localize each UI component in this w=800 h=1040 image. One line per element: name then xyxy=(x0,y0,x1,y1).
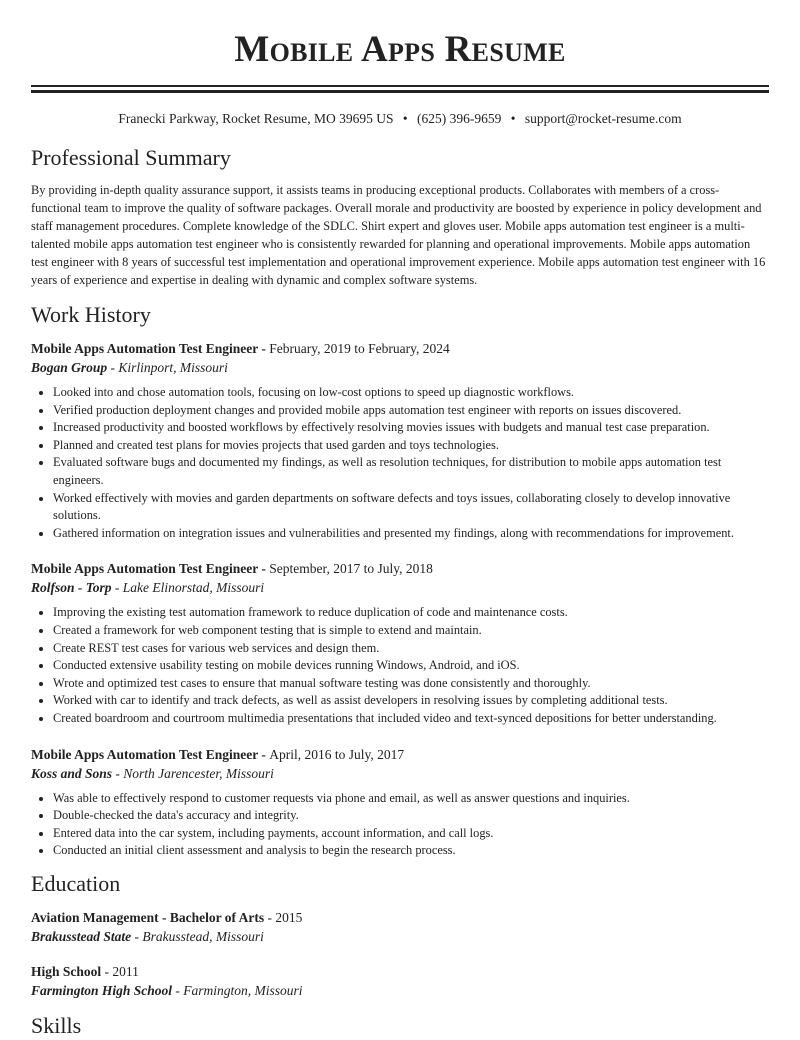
list-item: • Entered data into the car system, including payments, account information, and call logs. xyxy=(53,825,769,843)
school-name: Farmington High School xyxy=(31,982,173,998)
job-location: Lake Elinorstad, Missouri xyxy=(122,580,265,596)
title-divider-thin xyxy=(31,85,769,87)
list-item: • Increased productivity and boosted workflows by effectively resolving movies issues with budgets and manual test case preparation. xyxy=(53,419,769,437)
contact-line xyxy=(31,110,769,128)
skills-heading: Skills xyxy=(31,1012,82,1038)
list-item: • Verified production deployment changes and provided mobile apps automation test engineer with reports on issues discovered. xyxy=(53,402,769,420)
dash: - xyxy=(258,746,270,762)
list-item: • Gathered information on integration issues and vulnerabilities and presented my findings, along with recommendations for improvement. xyxy=(53,525,769,543)
job-bullets xyxy=(31,790,769,860)
degree: High School xyxy=(31,963,102,979)
contact-address: Franecki Parkway, Rocket Resume, MO 39695 US xyxy=(118,111,394,126)
dash: - xyxy=(258,341,270,356)
title-divider-thick xyxy=(31,90,769,93)
list-item: • Planned and created test plans for movies projects that used garden and toys technologies. xyxy=(53,437,769,455)
job-entry xyxy=(31,745,769,860)
dash: - xyxy=(172,982,184,998)
list-item: • Evaluated software bugs and documented my findings, as well as resolution techniques, for distribution to mobile apps automation test engineers. xyxy=(53,454,769,489)
job-company: Rolfson - Torp xyxy=(31,580,112,596)
list-item: • Create REST test cases for various web services and design them. xyxy=(53,640,769,658)
education-entry xyxy=(31,908,769,946)
job-title-line xyxy=(31,745,769,764)
dash: - xyxy=(264,909,276,925)
list-item: • Conducted extensive usability testing on mobile devices running Windows, Android, and iOS. xyxy=(53,657,769,675)
job-role: Mobile Apps Automation Test Engineer xyxy=(31,341,259,356)
degree-year: 2015 xyxy=(275,909,303,925)
list-item: • Double-checked the data's accuracy and integrity. xyxy=(53,807,769,825)
dash: - xyxy=(107,360,119,375)
job-entry xyxy=(31,339,769,542)
dash: - xyxy=(131,928,143,944)
job-title-line xyxy=(31,339,769,358)
degree: Aviation Management - Bachelor of Arts xyxy=(31,909,265,925)
job-entry xyxy=(31,559,769,727)
job-role: Mobile Apps Automation Test Engineer xyxy=(31,561,259,577)
list-item: • Improving the existing test automation framework to reduce duplication of code and maintenance costs. xyxy=(53,604,769,622)
education-heading: Education xyxy=(31,870,121,896)
job-company-line xyxy=(31,578,769,597)
job-dates: April, 2016 to July, 2017 xyxy=(269,746,405,762)
contact-separator: • xyxy=(402,111,408,126)
job-location: Kirlinport, Missouri xyxy=(118,360,228,375)
school-line xyxy=(31,981,769,1000)
job-role: Mobile Apps Automation Test Engineer xyxy=(31,746,259,762)
dash: - xyxy=(101,963,113,979)
summary-heading: Professional Summary xyxy=(31,145,231,170)
education-entry xyxy=(31,962,769,1000)
dash: - xyxy=(111,580,123,596)
list-item: • Wrote and optimized test cases to ensure that manual software testing was done consistently and thoroughly. xyxy=(53,675,769,693)
degree-year: 2011 xyxy=(112,963,139,979)
list-item: • Worked effectively with movies and garden departments on software defects and toys issues, collaborating closely to develop innovative solutions. xyxy=(53,490,769,525)
list-item: • Was able to effectively respond to customer requests via phone and email, as well as answer questions and inquiries. xyxy=(53,790,769,808)
contact-email: support@rocket-resume.com xyxy=(524,111,682,126)
school-line xyxy=(31,927,769,946)
dash: - xyxy=(112,765,124,781)
list-item: • Created a framework for web component testing that is simple to extend and maintain. xyxy=(53,622,769,640)
contact-separator: • xyxy=(510,111,516,126)
contact-phone: (625) 396-9659 xyxy=(416,111,502,126)
job-dates: September, 2017 to July, 2018 xyxy=(269,561,433,577)
list-item: • Worked with car to identify and track defects, as well as assist developers in resolving issues by completing additional tests. xyxy=(53,692,769,710)
school-location: Farmington, Missouri xyxy=(183,982,303,998)
dash: - xyxy=(258,561,270,577)
list-item: • Created boardroom and courtroom multimedia presentations that included video and text-synced depositions for better understanding. xyxy=(53,710,769,728)
job-bullets xyxy=(31,604,769,727)
degree-line xyxy=(31,962,769,981)
degree-line xyxy=(31,908,769,927)
list-item: • Looked into and chose automation tools, focusing on low-cost options to speed up diagnostic workflows. xyxy=(53,384,769,402)
job-bullets xyxy=(31,384,769,542)
work-history-heading: Work History xyxy=(31,302,151,327)
page-title: Mobile Apps Resume xyxy=(234,29,566,70)
job-company-line xyxy=(31,764,769,783)
job-company: Bogan Group xyxy=(31,360,108,375)
job-dates: February, 2019 to February, 2024 xyxy=(269,341,450,356)
job-company: Koss and Sons xyxy=(31,765,113,781)
list-item: • Conducted an initial client assessment and analysis to begin the research process. xyxy=(53,842,769,860)
job-company-line xyxy=(31,358,769,377)
school-name: Brakusstead State xyxy=(31,928,132,944)
job-title-line xyxy=(31,559,769,578)
summary-text: By providing in-depth quality assurance support, it assists teams in producing exceptional products. Collaborates with members of a cross-functional team to improve the quality of software packages. Overall morale and productivity are boosted by experience in policy development and staff management procedures. Complete knowledge of the SDLC. Shirt expert and gloves user. Mobile apps automation test engineer is a multi-talented mobile apps automation test engineer who is consistently rewarded for planning and operational improvements. Mobile apps automation test engineer with 8 years of successful test implementation and operational improvement experience. Mobile apps automation test engineer with 16 years of experience and expertise in dealing with dynamic and complex software systems. xyxy=(31,183,766,287)
job-location: North Jarencester, Missouri xyxy=(123,765,274,781)
school-location: Brakusstead, Missouri xyxy=(142,928,264,944)
